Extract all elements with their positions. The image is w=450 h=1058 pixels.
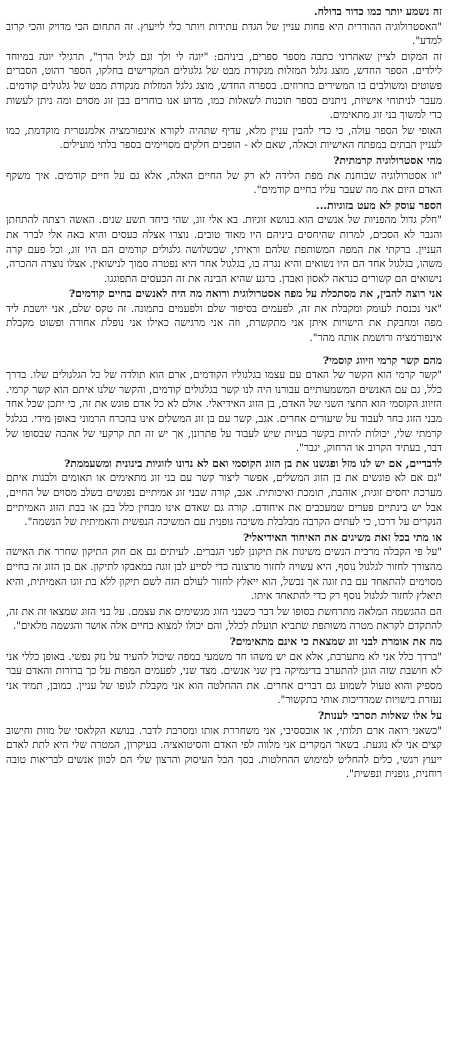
question-heading: או מתי בכל זאת משיגים את האיחוד האידיאלי? (242, 531, 442, 544)
question-heading: הספר עוסק לא מעט בזוגיות... (316, 199, 442, 212)
answer-paragraph: "ברדך כלל אני לא מתערבת, אלא אם יש משהו חד משמעי במפה שיכול להעיד על נזק נפשי. באופן כללי אני לא חושבת שזה הוגן להתערב בדינמיקה בין שני אנשים. מצד שני, לפעמים המפות על כך ברורות והאדם עבר מספיק והוא טעול לשמוע גם דברים אחרים. את ההחלטה הוא אני מקבלת לגופו של עניין. כמובן, תמיד אני נעזרת בישויות שמדריכות אותי בתקשור". (6, 650, 442, 707)
book-review-paragraph: האופי של הספר עולה, כי כדי להבין עניין מלא, עדיף שתהיה לקורא אינפורמציה אלמנטרית מוקדמת, כמו לעניין הבתים במפתח האישיות וכאלה, שאם לא - הופכים חלקים מסויימים בספר בלתי מועילים. (6, 124, 442, 152)
question-heading: על אלו שאלות תסרבי לענות? (318, 709, 442, 722)
question-heading: אני רוצה להבין, את מסתכלת על מפה אסטרולוגית ורואה מה היה לאנשים בחיים קודמים? (69, 288, 442, 301)
column-gap (6, 347, 442, 353)
answer-paragraph: "קשר קרמי הוא הקשר של האדם עם עצמו בגלגוליו הקודמים, ארם הוא תולדה של כל הגלגולים שלו. בדרך כלל, גם עם האנשים המשמעותיים עבורנו היה לנו קשר בגלגולים קודמים, והקשר שלנו איתם הוא קשר קרמי. הזיווג הקוסמי הוא החצי השני של האדם, בן הזוג האידיאלי. אולם לא כל אדם פוגש את זה, כי יתכן שכל אחד מבני הזוג בחר לעבוד על שיעורים אחרים. אגב, קשר עם בן זוג המשלים אינו בהכרח הרמוני באופן מידי. בגלגל קרמתי שלי, יכולות להיות בקשר בעיות שיש לעבוד על פתרונן, אך יש זה תת קרקעי של אהבה שבסופו של דבר, בעתיד הקרוב או הרחוק, יגבר". (6, 369, 442, 455)
answer-paragraph: "האסטרולוגיה ההודרית היא פחות עניין של הגדת עתידות ויותר כלי לייעוץ. זה התחום הכי מדויק והכי קרוב למדע". (6, 20, 442, 48)
author-books-paragraph: זה המקום לציין שאהרוני כתבה מספר ספרים, ביניהם: "יוגה לי ולך וגם לגיל הרך", תרגילי יוגה במיוחד לילדים. הספר החדש, מוצג גלגל המזלות מנקודת מבט של גלגולים המקדישים בחלקו, הספר רהוט, הסברים פשוטים ומשולבים בו המשירים בחרוזים. בספרה החדש, מוצג גלגל המזלות מנקודת מבט של גלגולים קודמים. מעבר לניתוחי אישיות, ניתנים בספר תוכנות לשאלות כמו, מדוע אנו בוחרים בבן זוג מסוים ומה ניתן לעשות כדי למשוך בני זוג מתאימים. (6, 50, 442, 122)
answer-paragraph: "זו אסטרולוגיה שבוחנת את מפת הלידה לא רק של החיים האלה, אלא גם על חיים קודמים. איך משקף האדם היום את מה שעבר עליו בחיים קודמים". (6, 169, 442, 197)
question-heading: לרבדיים, אם יש לנו מזל ופגשנו את בן הזוג הקוסמי ואם לא נדונו לזוגיות בינונית ומשעממת? (64, 457, 442, 470)
answer-paragraph: "כשאני רואה ארם תלותי, או אובססיבי, אני משחררת אותו ומסרבת לדבר. בנושא הקלאסי של מוות וחישוב קצים אני לא נוגעת. בשאר המקרים אני מלווה לפי האדם והסיטואציה. בעיקרון, המטרה שלי היא לתת לאדם ייעוץ רגשי, כלים להחליט למימוש ההחלטות. בסך הכל העיסוק והרצון שלי הם לכוון אנשים לבריאות טובה רוחנית, גופנית ונפשית". (6, 724, 442, 781)
answer-paragraph: "חלק גדול מהפניות של אנשים הוא בנושא זוגיות. בא אלי זוג, שהי ביחד תשע שנים. האשה רצתה להתחתן והגבר לא הסכים, למרות שהיחסים ביניהם היו מאוד טובים. נוצרו אצלה כעסים והיא באה אלי לברר את העניין. ברקתי את המפה המשותפת שלהם וראיתי, שבשלושה גלגולים קודמים הם היו זוג, וכל פעם קרה משהו, בגלגול אחד הם היו נשואים והיא נגרה בו, בגלגול אחר היא נפטרה סמוך לנישואין. אצלו נוצרה ההכרה, נישואים הם קשורים כנראה לאסון ואבדן. ברגע שהיא הבינה את זה הכעסים התפוגגו. (6, 214, 442, 285)
answer-paragraph: "גם אם לא פוגשים את בן הזוג המשלים, אפשר ליצור קשר עם בני זוג מתאימים או תאומים ולבנות איתם מערכת יחסים זוגית, אוהבת, תומכת ואיכותית. אגב, קורה שבני זוג אמיתיים נפגשים בשלב מסוים של החיים, אבל יש בינתיים פערים שמעכבים את איחודם. קורה גם שאדם אינו מבחין כלל בבן או בבת הזוג האמיתיים הנקרים על דרכו, כי לעתים הקרבה מבלבלת משיכה גופנית עם המשיכה הנפשית והאמיתית של הנשמה". (6, 472, 442, 529)
answer-paragraph: "אני נכנסת לעומק ומקבלת את זה, לפעמים בסיפור שלם ולפעמים בתמונה. זה טקס שלם, אני יושבת ליד מפה ומחבקת את הישויות איתן אני מתקשרת, וזה אני מרגישה כאילו אני נופלת אחורה ופשוט מקבלת אינפורמציה ורושמת אותה מהר". (6, 302, 442, 345)
question-heading: מה את אומרת לבני זוג שמצאת כי אינם מתאימים? (229, 635, 442, 648)
question-heading: מהם קשר קרמי וזיווג קוסמי? (322, 354, 442, 367)
answer-paragraph: "על פי הקבלה מרבית הנשים משיגות את תיקונן לפני הגברים. לעיתים גם אם חוק התיקון שחרר את האישה מהצורך לחזור לגלגול נוסף, היא עשויה לחזור מרצונה כדי לסייע לבן זוגה במאבקו לתיקון. אם בן הזוג זה בחיים מסוימים להתאחד עם בת זוגה אך נכשל, הוא ייאלץ לחזור לעולם הזה לשם תיקון ללא בת זוגו האמיתית, והיא תיאלץ לחזור לגלגול נוסף רק כדי להתאחד איתו. (6, 546, 442, 603)
question-heading: מהי אסטרולוגיה קרמתית? (333, 154, 442, 167)
intro-statement: זה נשמע יותר כמו כדור בדולח. (313, 6, 442, 18)
answer-paragraph: הם ההגשמה המלאה מתרחשת בסופו של דבר כשבני הזוג מגשימים את עצמם. על בני הזוג שמצאו זה את זה, להתקדם לקראת מטרה משותפת שתביא תועלת לכלל, והם יכולו למצוא בחיים אלה אושר והגשמה מלאים". (6, 605, 442, 633)
